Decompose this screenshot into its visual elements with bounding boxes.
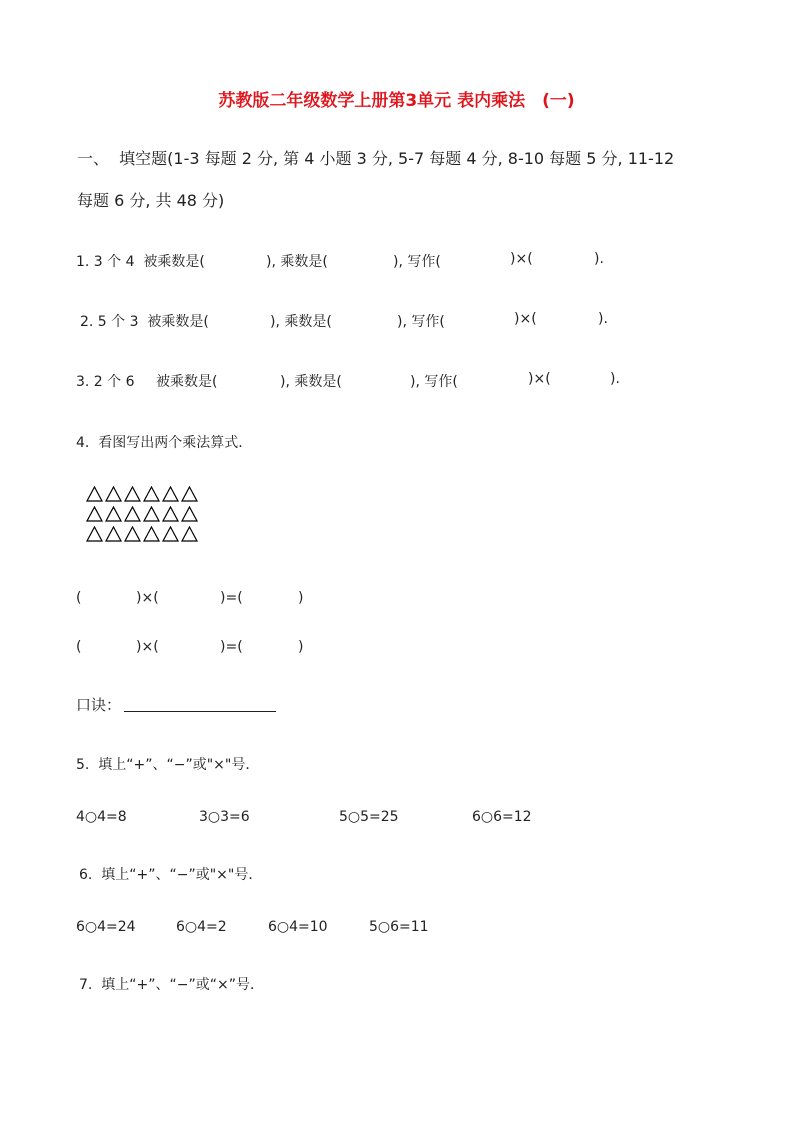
triangle-icon	[86, 486, 103, 502]
triangle-icon	[143, 526, 160, 542]
q3-times: )×(	[528, 371, 551, 387]
triangle-figure	[86, 486, 198, 546]
triangle-icon	[124, 486, 141, 502]
q6-item: 6○4=24	[76, 919, 136, 935]
section-heading-line1: 一、 填空题(1-3 每题 2 分, 第 4 小题 3 分, 5-7 每题 4 分, 8-10 每题 5 分, 11-12	[77, 149, 675, 168]
q2-write-label: ), 写作(	[397, 314, 445, 330]
q1-write-label: ), 写作(	[393, 254, 441, 270]
question-5-label: 5. 填上“+”、“−”或"×"号．	[76, 757, 260, 773]
triangle-icon	[162, 506, 179, 522]
triangle-icon	[181, 506, 198, 522]
q2-multiplier-label: ), 乘数是(	[270, 314, 332, 330]
question-4-label: 4. 看图写出两个乘法算式．	[76, 435, 253, 451]
q3-multiplier-label: ), 乘数是(	[280, 374, 342, 390]
triangle-icon	[86, 526, 103, 542]
eq1-close: )	[298, 590, 304, 606]
triangle-icon	[181, 526, 198, 542]
triangle-icon	[143, 486, 160, 502]
question-6-label: 6. 填上“+”、“−”或"×"号．	[79, 867, 263, 883]
triangle-icon	[124, 506, 141, 522]
eq1-times: )×(	[136, 590, 159, 606]
q3-write-label: ), 写作(	[410, 374, 458, 390]
q6-item: 6○4=2	[176, 919, 227, 935]
eq2-close: )	[298, 639, 304, 655]
q5-item: 6○6=12	[472, 809, 532, 825]
q5-item: 5○5=25	[339, 809, 399, 825]
triangle-icon	[105, 526, 122, 542]
q2-prefix: 2. 5 个 3 被乘数是(	[80, 314, 209, 330]
eq1-open: (	[76, 590, 82, 606]
q5-item: 4○4=8	[76, 809, 127, 825]
koujue-label: 口诀：	[76, 696, 122, 714]
q6-item: 6○4=10	[268, 919, 328, 935]
eq2-equals: )=(	[220, 639, 243, 655]
q3-end: ).	[610, 371, 620, 387]
triangle-row	[86, 486, 198, 506]
triangle-icon	[143, 506, 160, 522]
q6-item: 5○6=11	[369, 919, 429, 935]
koujue-answer-line[interactable]	[124, 711, 276, 712]
triangle-icon	[181, 486, 198, 502]
q2-times: )×(	[514, 311, 537, 327]
triangle-row	[86, 526, 198, 546]
section-heading-line2: 每题 6 分, 共 48 分)	[77, 191, 225, 210]
triangle-icon	[105, 506, 122, 522]
q1-end: ).	[594, 251, 604, 267]
triangle-icon	[86, 506, 103, 522]
q2-end: ).	[598, 311, 608, 327]
eq2-times: )×(	[136, 639, 159, 655]
eq2-open: (	[76, 639, 82, 655]
triangle-icon	[162, 486, 179, 502]
triangle-icon	[162, 526, 179, 542]
triangle-icon	[105, 486, 122, 502]
q1-times: )×(	[510, 251, 533, 267]
document-title: 苏教版二年级数学上册第3单元 表内乘法 (一)	[218, 91, 575, 111]
triangle-row	[86, 506, 198, 526]
triangle-icon	[124, 526, 141, 542]
question-7-label: 7. 填上“+”、“−”或“×”号．	[79, 977, 264, 993]
q1-multiplier-label: ), 乘数是(	[266, 254, 328, 270]
q5-item: 3○3=6	[199, 809, 250, 825]
q1-prefix: 1. 3 个 4 被乘数是(	[76, 254, 205, 270]
q3-multiplicand-label: 被乘数是(	[156, 374, 218, 390]
eq1-equals: )=(	[220, 590, 243, 606]
q3-prefix: 3. 2 个 6	[76, 374, 135, 390]
